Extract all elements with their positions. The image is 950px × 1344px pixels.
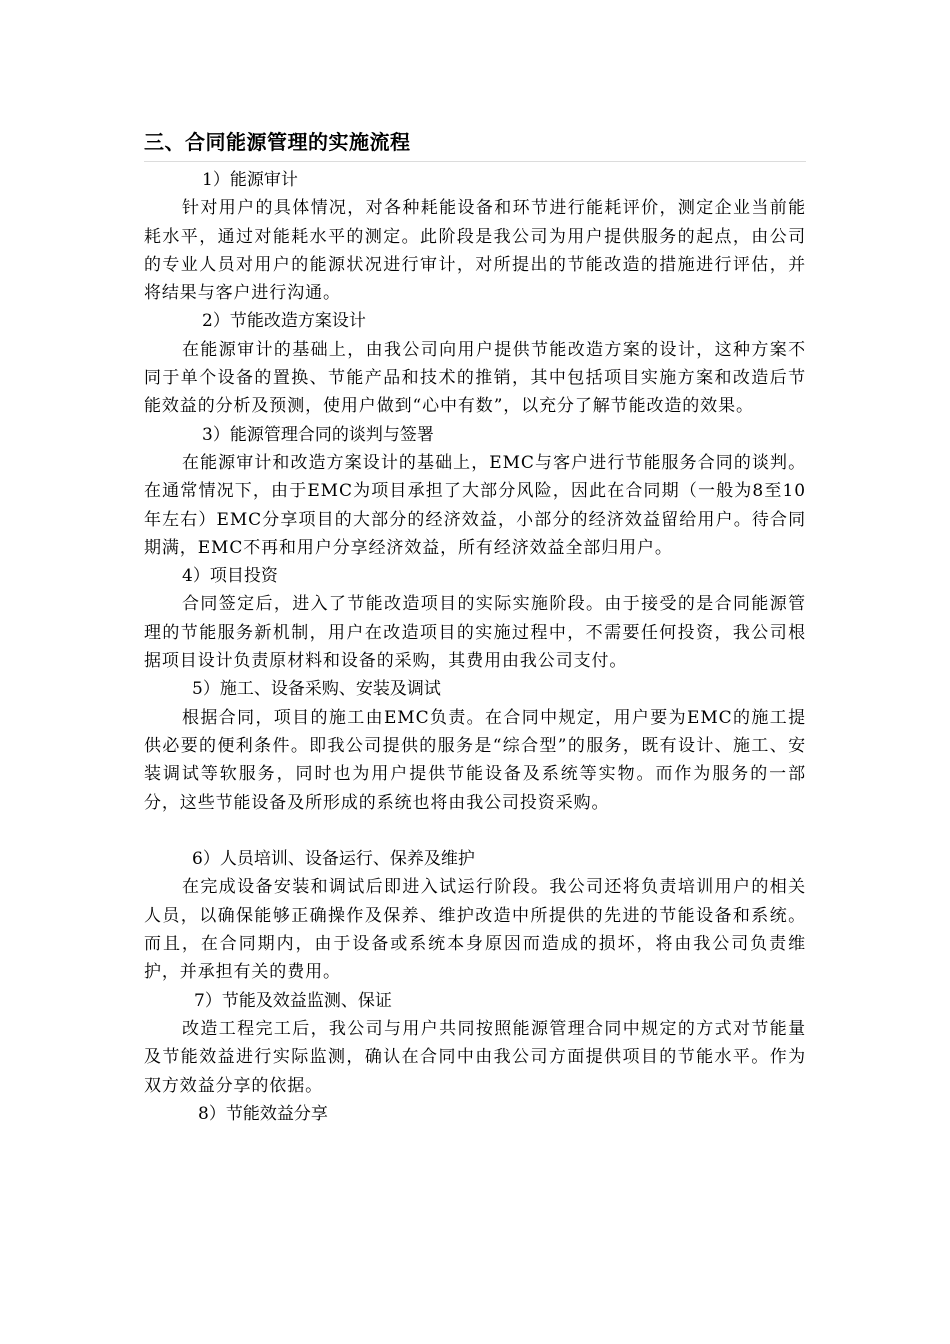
section-heading: 三、合同能源管理的实施流程	[144, 130, 411, 154]
step-2-text: 在能源审计的基础上，由我公司向用户提供节能改造方案的设计，这种方案不同于单个设备的置换、节能产品和技术的推销，其中包括项目实施方案和改造后节能效益的分析及预测，使用户做到“心中有数”，以充分了解节能改造的效果。	[144, 339, 806, 417]
step-7-title: 7）节能及效益监测、保证	[194, 990, 392, 1011]
step-3-text: 在能源审计和改造方案设计的基础上，EMC与客户进行节能服务合同的谈判。在通常情况下，由于EMC为项目承担了大部分风险，因此在合同期（一般为8至10年左右）EMC分享项目的大部分的经济效益，小部分的经济效益留给用户。待合同期满，EMC不再和用户分享经济效益，所有经济效益全部归用户。	[144, 452, 806, 558]
step-1-text: 针对用户的具体情况，对各种耗能设备和环节进行能耗评价，测定企业当前能耗水平，通过对能耗水平的测定。此阶段是我公司为用户提供服务的起点，由公司的专业人员对用户的能源状况进行审计，对所提出的节能改造的措施进行评估，并将结果与客户进行沟通。	[144, 198, 806, 304]
document-body	[144, 166, 806, 1128]
step-5-title: 5）施工、设备采购、安装及调试	[192, 679, 441, 700]
heading-divider	[144, 161, 806, 162]
step-2-title: 2）节能改造方案设计	[202, 311, 366, 332]
step-8-title: 8）节能效益分享	[198, 1103, 328, 1124]
step-7-text: 改造工程完工后，我公司与用户共同按照能源管理合同中规定的方式对节能量及节能效益进行实际监测，确认在合同中由我公司方面提供项目的节能水平。作为双方效益分享的依据。	[144, 1018, 806, 1096]
step-4-title: 4）项目投资	[182, 566, 278, 587]
step-4-text: 合同签定后，进入了节能改造项目的实际实施阶段。由于接受的是合同能源管理的节能服务新机制，用户在改造项目的实施过程中，不需要任何投资，我公司根据项目设计负责原材料和设备的采购，其费用由我公司支付。	[144, 594, 806, 672]
step-5-text: 根据合同，项目的施工由EMC负责。在合同中规定，用户要为EMC的施工提供必要的便利条件。即我公司提供的服务是“综合型”的服务，既有设计、施工、安装调试等软服务，同时也为用户提供节能设备及系统等实物。而作为服务的一部分，这些节能设备及所形成的系统也将由我公司投资采购。	[144, 707, 806, 813]
blank-line	[144, 817, 806, 845]
step-6-text: 在完成设备安装和调试后即进入试运行阶段。我公司还将负责培训用户的相关人员，以确保能够正确操作及保养、维护改造中所提供的先进的节能设备和系统。而且，在合同期内，由于设备或系统本身原因而造成的损坏，将由我公司负责维护，并承担有关的费用。	[144, 877, 806, 983]
step-1-title: 1）能源审计	[202, 170, 298, 190]
step-6-title: 6）人员培训、设备运行、保养及维护	[192, 849, 475, 870]
step-3-title: 3）能源管理合同的谈判与签署	[202, 424, 434, 445]
